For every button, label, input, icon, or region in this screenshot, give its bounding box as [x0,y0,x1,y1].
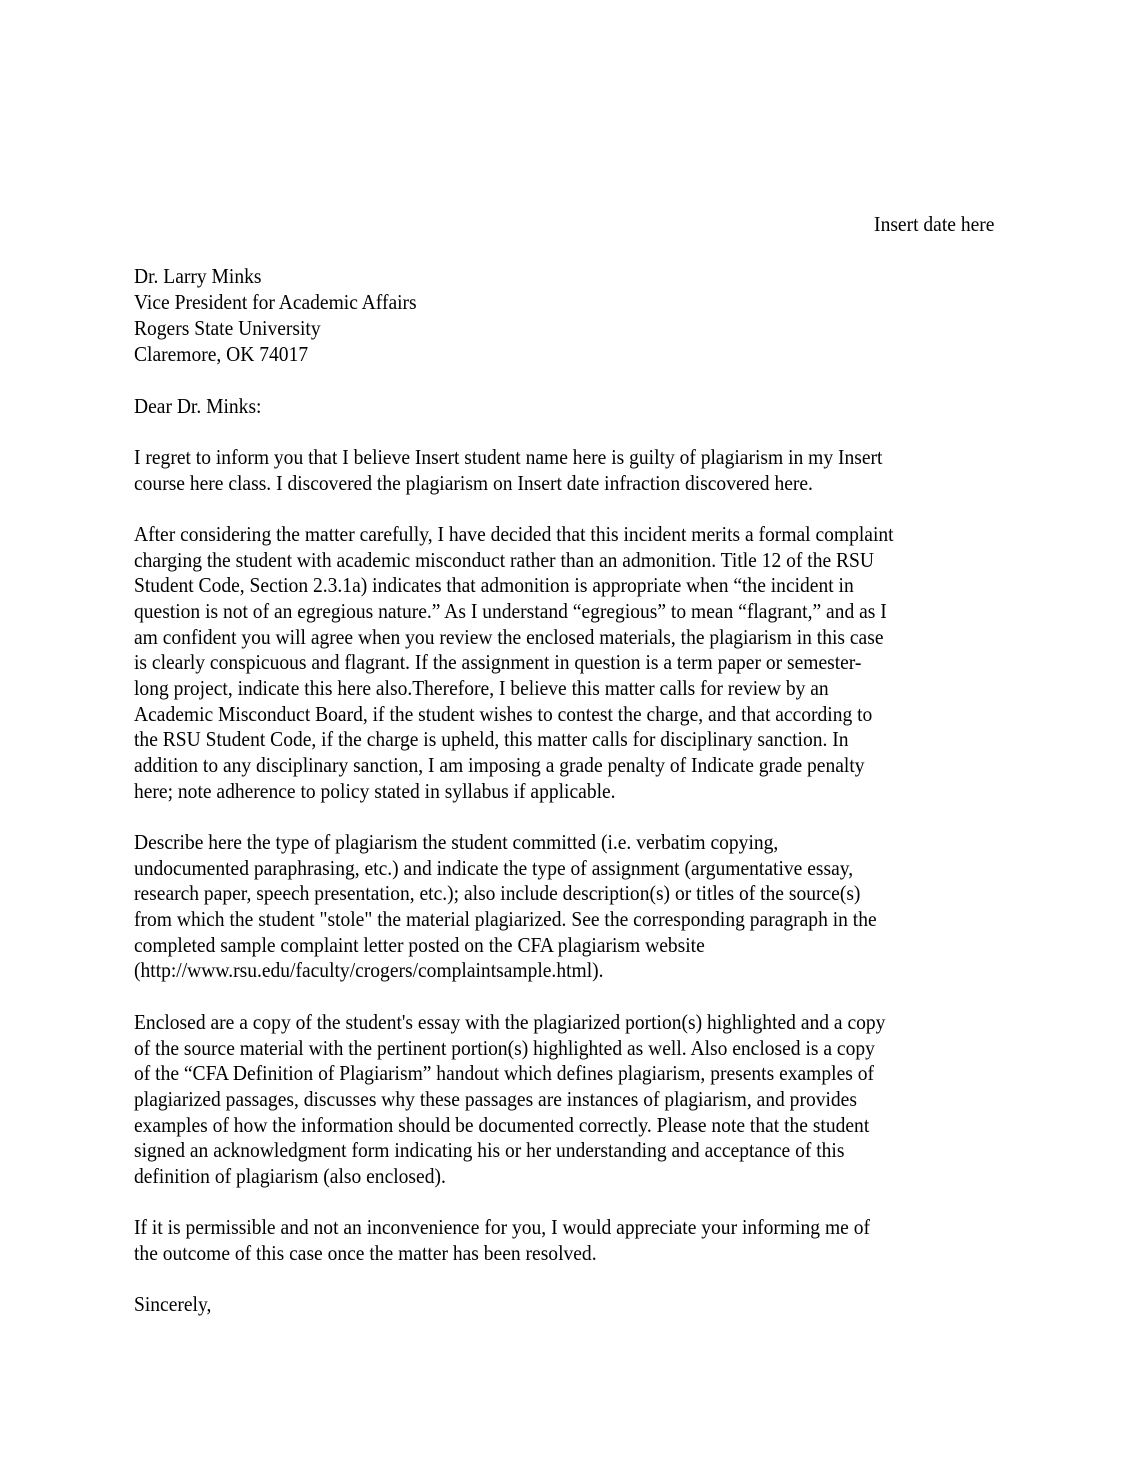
paragraph-line: course here class. I discovered the plagiarism on Insert date infraction discovered here. [134,471,813,495]
paragraph-line: examples of how the information should be documented correctly. Please note that the student [134,1113,870,1137]
paragraph-line: (http://www.rsu.edu/faculty/crogers/complaintsample.html). [134,958,604,982]
recipient-institution: Rogers State University [134,316,321,340]
paragraph-line: If it is permissible and not an inconvenience for you, I would appreciate your informing me of [134,1215,870,1239]
paragraph-line: of the “CFA Definition of Plagiarism” handout which defines plagiarism, presents examples of [134,1061,874,1085]
paragraph-line: Academic Misconduct Board, if the student wishes to contest the charge, and that according to [134,702,873,726]
paragraph-line: After considering the matter carefully, I have decided that this incident merits a formal complaint [134,522,894,546]
paragraph-line: undocumented paraphrasing, etc.) and indicate the type of assignment (argumentative essay, [134,856,854,880]
recipient-city-state-zip: Claremore, OK 74017 [134,342,309,366]
paragraph-line: Describe here the type of plagiarism the student committed (i.e. verbatim copying, [134,830,779,854]
salutation: Dear Dr. Minks: [134,394,262,418]
paragraph-line: is clearly conspicuous and flagrant. If the assignment in question is a term paper or semester- [134,650,862,674]
recipient-title: Vice President for Academic Affairs [134,290,417,314]
letter-date: Insert date here [873,212,994,236]
paragraph-line: research paper, speech presentation, etc.); also include description(s) or titles of the source(s) [134,881,861,905]
paragraph-line: of the source material with the pertinent portion(s) highlighted as well. Also enclosed is a copy [134,1036,875,1060]
paragraph-line: long project, indicate this here also.Therefore, I believe this matter calls for review by an [134,676,829,700]
paragraph-line: signed an acknowledgment form indicating his or her understanding and acceptance of this [134,1138,845,1162]
paragraph-line: the RSU Student Code, if the charge is upheld, this matter calls for disciplinary sanction. In [134,727,849,751]
paragraph-line: completed sample complaint letter posted on the CFA plagiarism website [134,933,705,957]
paragraph-line: I regret to inform you that I believe Insert student name here is guilty of plagiarism in my Insert [134,445,883,469]
paragraph-line: definition of plagiarism (also enclosed). [134,1164,446,1188]
paragraph-line: am confident you will agree when you review the enclosed materials, the plagiarism in this case [134,625,884,649]
recipient-name: Dr. Larry Minks [134,264,262,288]
paragraph-line: addition to any disciplinary sanction, I am imposing a grade penalty of Indicate grade penalty [134,753,865,777]
paragraph-line: the outcome of this case once the matter has been resolved. [134,1241,597,1265]
paragraph-line: here; note adherence to policy stated in syllabus if applicable. [134,779,616,803]
closing: Sincerely, [134,1292,212,1316]
paragraph-line: charging the student with academic misconduct rather than an admonition. Title 12 of the RSU [134,548,875,572]
paragraph-line: Student Code, Section 2.3.1a) indicates that admonition is appropriate when “the incident in [134,573,854,597]
paragraph-line: plagiarized passages, discusses why these passages are instances of plagiarism, and provides [134,1087,857,1111]
paragraph-line: Enclosed are a copy of the student's essay with the plagiarized portion(s) highlighted and a copy [134,1010,886,1034]
paragraph-line: from which the student "stole" the material plagiarized. See the corresponding paragraph in the [134,907,877,931]
paragraph-line: question is not of an egregious nature.” As I understand “egregious” to mean “flagrant,” and as I [134,599,887,623]
